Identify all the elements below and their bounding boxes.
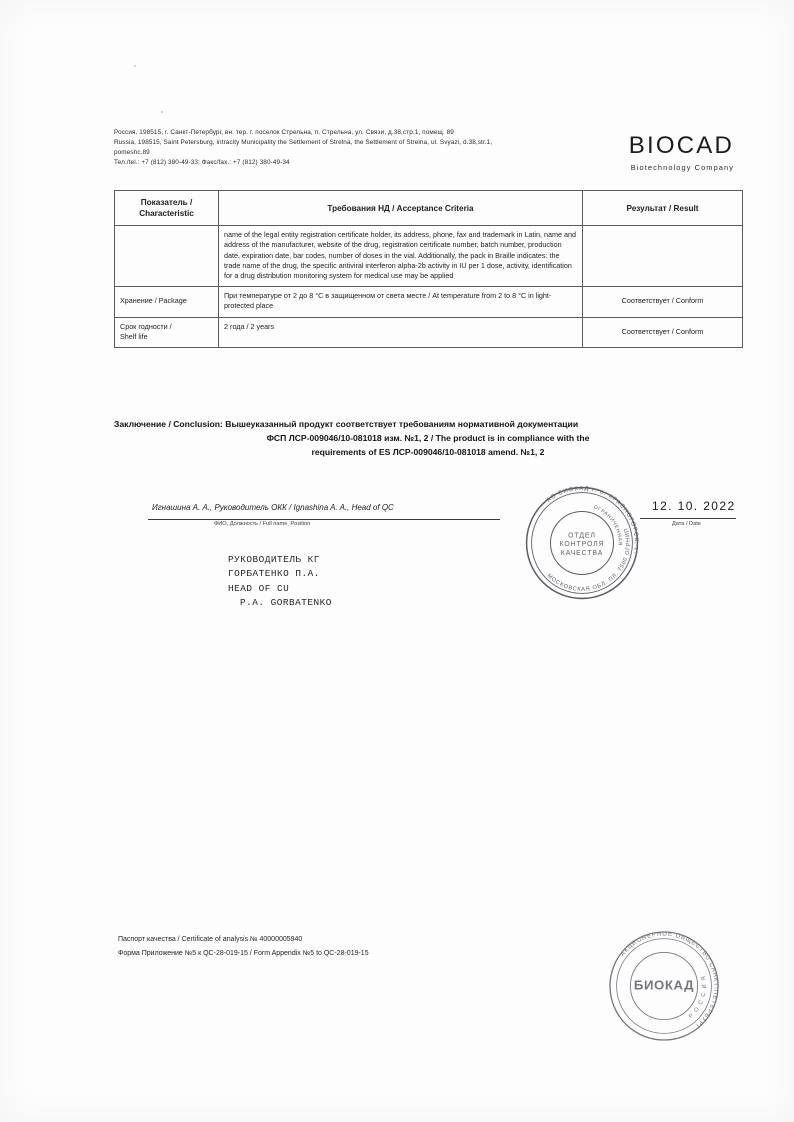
biocad-stamp-outer-top: АКЦИОНЕРНОЕ ОБЩЕСТВО САНКТ-ПЕТЕРБУРГ [620,931,719,1030]
column-header-characteristic [115,191,219,226]
cell-criteria: name of the legal entity registration certificate holder, its address, phone, fax and trademark in Latin, name and address of the manufacturer, website of the drug, registration certificate number, batch number, production date, expiration date, bar codes, number of doses in the vial. Additionally, the pack in Braille indicates: the trade name of the drug, the specific antiviral interferon alpha-2b activity in IU per 1 dose, activity, identification for a drug distribution monitoring system for medical use may be applied [219,226,583,287]
table-row [115,287,743,317]
document-footer [118,933,369,960]
cell-characteristic [115,317,219,347]
signature-date: 12. 10. 2022 [652,499,736,513]
signature-rule [148,519,500,520]
document-header [114,128,734,172]
biocad-stamp-outer-bottom: Р О С С И Я [688,974,709,1020]
cell-characteristic [115,226,219,287]
conclusion-line-3: requirements of ES ЛСР-009046/10-081018 amend. №1, 2 [311,446,545,457]
cell-characteristic: Хранение / Package [115,287,219,317]
header-label-line2: Characteristic [139,209,194,219]
table-row [115,317,743,347]
cell-result [583,226,743,287]
cell-text-line2: Shelf life [120,331,148,341]
table-row [115,226,743,287]
address-line: pomeshc.89 [114,148,150,156]
brand-logo [629,128,734,172]
typed-signature-block [228,553,332,610]
qc-stamp-inner: ОГРАНИЧЕННАЯ [592,504,623,547]
typed-line: HEAD OF CU [228,582,290,594]
cell-criteria: 2 года / 2 years [219,317,583,347]
brand-tagline: Biotechnology Company [630,163,734,172]
footer-line-1: Паспорт качества / Certificate of analysis № 40000005940 [118,936,303,943]
table-header-row [115,191,743,226]
date-rule [640,518,736,519]
biocad-round-stamp [600,926,728,1046]
brand-name: BIOCAD [628,132,734,159]
cell-result: Соответствует / Conform [583,287,743,317]
date-caption: Дата / Date [672,521,701,527]
footer-line-2: Форма Приложение №5 к QC-28-019-15 / Form Appendix №5 to QC-28-019-15 [118,949,369,957]
specification-table [114,190,743,348]
signature-caption: ФИО, Должность / Full name, Position [214,521,311,527]
qc-stamp-outer-top: АО БИОКАД г. о. КРАСНОГОРСК, с. [545,486,639,555]
qc-stamp-center-line3: КАЧЕСТВА [560,549,604,557]
address-line: Тел./tel.: +7 (812) 380-49-33; Факс/fax.: +7 (812) 380-49-34 [114,158,290,166]
cell-text-line1: Срок годности / [120,321,172,331]
cell-criteria: При температуре от 2 до 8 °С в защищенном от света месте / At temperature from 2 to 8 °C in light-protected place [219,287,583,317]
address-line: Russia, 198515, Saint Petersburg, intracity Municipality the Settlement of Strelna, the Settlement of Strelna, ul. Svyazi, d.38,str.1, [114,138,493,146]
typed-line: P.A. GORBATENKO [240,596,332,608]
column-header-result: Результат / Result [583,191,743,226]
column-header-criteria: Требования НД / Acceptance Criteria [219,191,583,226]
typed-line: РУКОВОДИТЕЛЬ КГ [228,554,320,565]
scan-speck [161,111,163,113]
qc-stamp-center-line2: КОНТРОЛЯ [559,541,605,549]
cell-result: Соответствует / Conform [583,317,743,347]
qc-stamp-outer-bottom: МОСКОВСКАЯ ОБЛ. ПЛ. 7500 ОГРНИП [545,526,632,593]
header-label-line1: Показатель / [140,198,193,207]
conclusion-block [114,418,742,460]
conclusion-line-2: ФСП ЛСР-009046/10-081018 изм. №1, 2 / The product is in compliance with the [266,432,590,443]
company-address [114,128,492,168]
qc-round-stamp [519,480,645,606]
qc-stamp-center-line1: ОТДЕЛ [568,532,596,540]
scan-speck [134,65,136,67]
biocad-stamp-center: БИОКАД [633,977,695,993]
signatory-name: Игнашина А. А., Руководитель ОКК / Ignashina A. A., Head of QC [152,503,394,512]
address-line: Россия, 198515, г. Санкт-Петербург, вн. тер. г. поселок Стрельна, п. Стрельна, ул. Связи, д.38,стр.1, помещ. 89 [114,129,454,136]
conclusion-line-1: Заключение / Conclusion: Вышеуказанный продукт соответствует требованиям нормативной документации [114,419,579,429]
typed-line: ГОРБАТЕНКО П.А. [228,568,320,580]
